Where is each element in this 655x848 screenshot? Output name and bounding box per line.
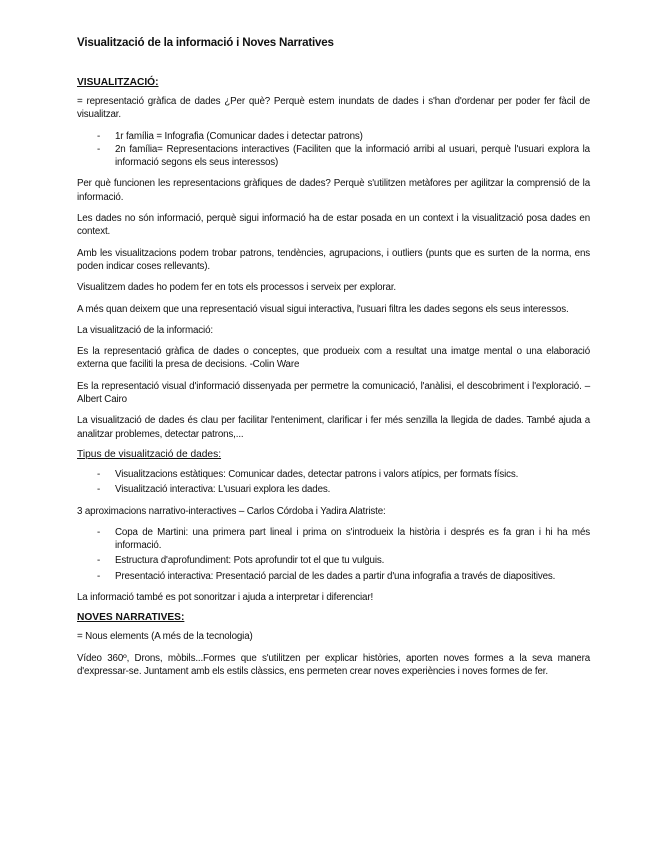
list-item: - Estructura d'aprofundiment: Pots aprofundir tot el que tu vulguis. bbox=[97, 555, 385, 567]
closing-paragraph: La informació també es pot sonoritzar i ajuda a interpretar i diferenciar! bbox=[77, 592, 374, 604]
paragraph: Amb les visualitzacions podem trobar patrons, tendències, agrupacions, i outliers (punts que es surten de la norma, ens poden indicar coses rellevants). bbox=[77, 247, 590, 272]
types-list bbox=[77, 468, 590, 497]
paragraph: La visualització de dades és clau per facilitar l'enteniment, clarificar i fer més senzilla la llegida de dades. També ajuda a analitzar problemes, detectar patrons,... bbox=[77, 415, 590, 440]
families-list bbox=[77, 130, 590, 170]
approaches-list bbox=[77, 526, 590, 583]
list-item: - 2n família= Representacions interactives (Faciliten que la informació arribi al usuari, perquè l'usuari explora la informació segons els seus interessos) bbox=[97, 143, 590, 169]
paragraph: Visualitzem dades ho podem fer en tots els processos i serveix per explorar. bbox=[77, 282, 396, 294]
list-item: - Presentació interactiva: Presentació parcial de les dades a partir d'una infografia a través de diapositives. bbox=[97, 570, 556, 582]
paragraph: Per què funcionen les representacions gràfiques de dades? Perquè s'utilitzen metàfores per agilitzar la comprensió de la informació. bbox=[77, 178, 590, 203]
section-heading-visualitzacio-informacio: La visualització de la informació: bbox=[77, 324, 213, 336]
list-item: - 1r família = Infografia (Comunicar dades i detectar patrons) bbox=[97, 130, 363, 142]
paragraph: A més quan deixem que una representació visual sigui interactiva, l'usuari filtra les dades segons els seus interessos. bbox=[77, 303, 569, 315]
section-heading-visualitzacio: VISUALITZACIÓ: bbox=[77, 77, 159, 88]
paragraph: Es la representació gràfica de dades o conceptes, que produeix com a resultat una imatge mental o una elaboració externa que faciliti la presa de decisions. -Colin Ware bbox=[77, 346, 590, 371]
section-heading-noves-narratives: NOVES NARRATIVES: bbox=[77, 612, 185, 624]
document-page bbox=[77, 36, 590, 686]
paragraph: Es la representació visual d'informació dissenyada per permetre la comunicació, l'anàlisi, el descobriment i l'exploració. – Albert Cairo bbox=[77, 380, 590, 406]
section-heading-tipus: Tipus de visualització de dades: bbox=[77, 448, 222, 460]
paragraph: Les dades no són informació, perquè sigui informació ha de estar posada en un context i la visualització posa dades en context. bbox=[77, 213, 590, 238]
document-title: Visualització de la informació i Noves Narratives bbox=[77, 36, 334, 49]
noves-narratives-paragraph: Vídeo 360º, Drons, mòbils...Formes que s'utilitzen per explicar històries, aporten noves formes a la seva manera d'expressar-se. Juntament amb els estils clàssics, ens permeten crear noves experiències i noves formes de fer. bbox=[77, 652, 590, 677]
noves-narratives-subtitle: = Nous elements (A més de la tecnologia) bbox=[77, 631, 253, 643]
list-item: - Visualitzacions estàtiques: Comunicar dades, detectar patrons i valors atípics, per formats físics. bbox=[97, 468, 519, 480]
list-item: - Visualització interactiva: L'usuari explora les dades. bbox=[97, 484, 331, 496]
list-item: - Copa de Martini: una primera part lineal i prima on s'introdueix la història i després es fa gran i hi ha més informació. bbox=[97, 526, 590, 552]
definition-paragraph: = representació gràfica de dades ¿Per què? Perquè estem inundats de dades i s'han d'ordenar per poder fer fàcil de visualitzar. bbox=[77, 96, 590, 121]
narrative-approaches-intro: 3 aproximacions narrativo-interactives – Carlos Córdoba i Yadira Alatriste: bbox=[77, 505, 386, 517]
